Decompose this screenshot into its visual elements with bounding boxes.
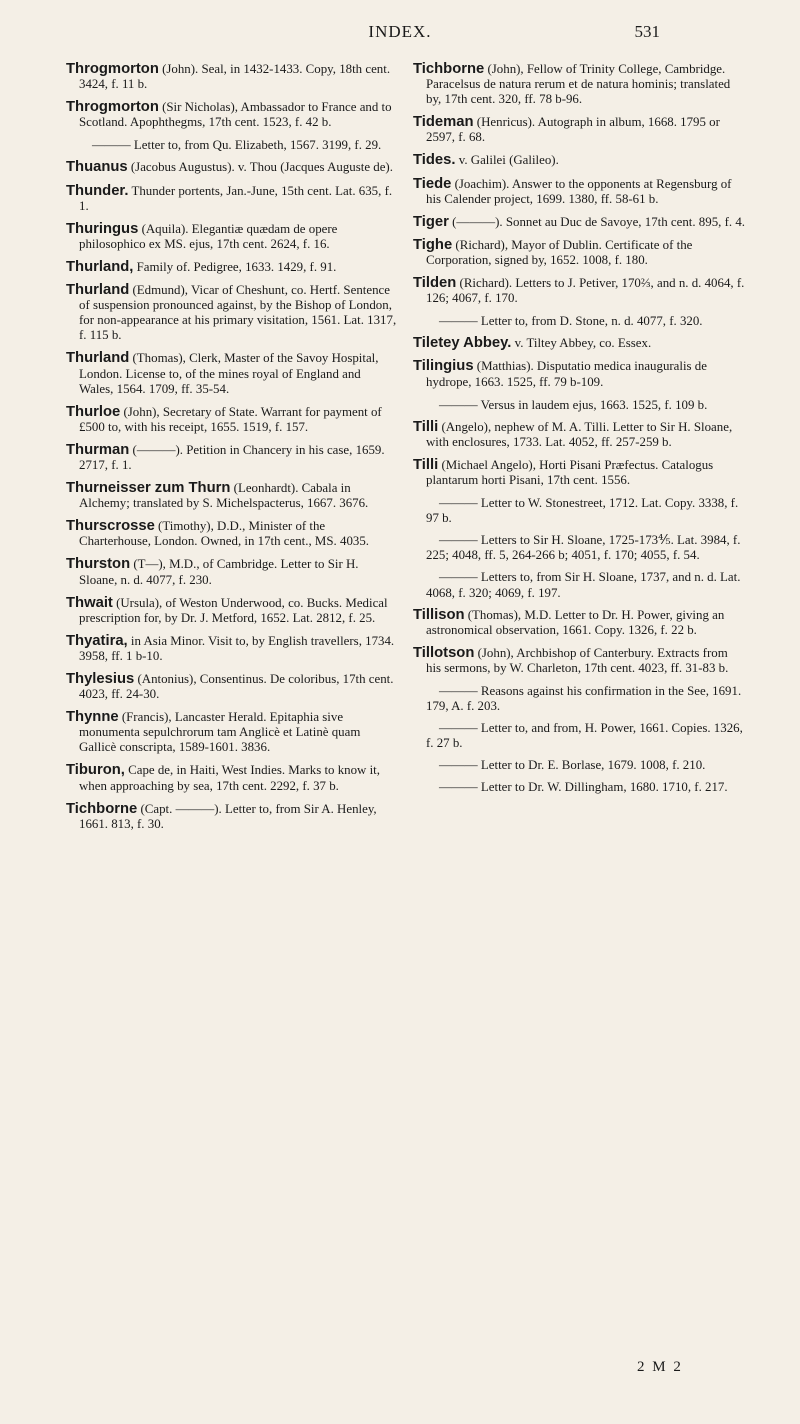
entry-headword: Tiburon, bbox=[66, 762, 125, 779]
index-entry bbox=[413, 215, 745, 230]
entry-headword: Thynne bbox=[66, 709, 119, 726]
entry-text: (Joachim). Answer to the opponents at Regensburg of his Calender project, 1699. 1380, ff. 58-61 b. bbox=[426, 176, 732, 206]
index-subentry bbox=[413, 314, 745, 329]
entry-headword: Thuringus bbox=[66, 220, 139, 237]
index-entry bbox=[413, 458, 745, 488]
index-subentry bbox=[413, 758, 745, 773]
entry-text: (Matthias). Disputatio medica inauguralis de hydrope, 1663. 1525, ff. 79 b-109. bbox=[426, 359, 707, 389]
entry-text: v. Tiltey Abbey, co. Essex. bbox=[511, 336, 652, 351]
entry-text: (Capt. ———). Letter to, from Sir A. Henley, 1661. 813, f. 30. bbox=[79, 801, 377, 831]
entry-text: (Thomas), Clerk, Master of the Savoy Hospital, London. License to, of the mines royal of England and Wales, 1564. 1709, ff. 35-54. bbox=[79, 351, 379, 396]
index-entry bbox=[66, 62, 398, 92]
right-column bbox=[413, 62, 745, 803]
page-header bbox=[0, 22, 800, 46]
index-entry bbox=[413, 336, 745, 351]
entry-text: ——— Letter to W. Stonestreet, 1712. Lat. Copy. 3338, f. 97 b. bbox=[426, 496, 739, 526]
entry-headword: Tilli bbox=[413, 418, 439, 435]
index-entry bbox=[66, 596, 398, 626]
index-entry bbox=[66, 557, 398, 587]
entry-text: (Henricus). Autograph in album, 1668. 1795 or 2597, f. 68. bbox=[426, 115, 720, 145]
entry-text: ——— Letter to Dr. W. Dillingham, 1680. 1710, f. 217. bbox=[439, 780, 728, 795]
entry-text: (John), Fellow of Trinity College, Cambridge. Paracelsus de natura rerum et de natura hominis; translated by, 17th cent. 320, ff. 78 b-96. bbox=[426, 62, 731, 107]
entry-text: ——— Reasons against his confirmation in the See, 1691. 179, A. f. 203. bbox=[426, 684, 742, 714]
index-subentry bbox=[413, 721, 745, 751]
entry-text: (Angelo), nephew of M. A. Tilli. Letter to Sir H. Sloane, with enclosures, 1733. Lat. 4052, ff. 257-259 b. bbox=[426, 419, 733, 449]
entry-text: (Michael Angelo), Horti Pisani Præfectus. Catalogus plantarum horti Pisani, 17th cent. 1556. bbox=[426, 457, 714, 487]
entry-text: (Richard), Mayor of Dublin. Certificate of the Corporation, signed by, 1652. 1008, f. 180. bbox=[426, 237, 693, 267]
entry-headword: Tiger bbox=[413, 213, 449, 230]
entry-text: (———). Petition in Chancery in his case, 1659. 2717, f. 1. bbox=[79, 442, 385, 472]
entry-headword: Tideman bbox=[413, 114, 474, 131]
entry-headword: Thurneisser zum Thurn bbox=[66, 480, 231, 497]
index-title: INDEX. bbox=[368, 22, 432, 41]
index-entry bbox=[413, 276, 745, 306]
entry-headword: Thuanus bbox=[66, 159, 128, 176]
index-subentry bbox=[413, 570, 745, 600]
index-entry bbox=[66, 160, 398, 175]
entry-text: Family of. Pedigree, 1633. 1429, f. 91. bbox=[133, 259, 337, 274]
index-subentry bbox=[413, 533, 745, 563]
entry-headword: Tilden bbox=[413, 275, 457, 292]
entry-headword: Throgmorton bbox=[66, 99, 159, 116]
entry-headword: Tiede bbox=[413, 175, 452, 192]
index-entry bbox=[413, 238, 745, 268]
entry-text: ——— Letter to Dr. E. Borlase, 1679. 1008, f. 210. bbox=[439, 758, 706, 773]
index-subentry bbox=[66, 138, 398, 153]
entry-text: ——— Letter to, and from, H. Power, 1661. Copies. 1326, f. 27 b. bbox=[426, 721, 743, 751]
index-entry bbox=[66, 672, 398, 702]
entry-headword: Tichborne bbox=[66, 800, 138, 817]
entry-headword: Thurland bbox=[66, 282, 130, 299]
entry-headword: Thurland bbox=[66, 350, 130, 367]
index-entry bbox=[66, 519, 398, 549]
index-subentry bbox=[413, 496, 745, 526]
entry-text: (John). Seal, in 1432-1433. Copy, 18th cent. 3424, f. 11 b. bbox=[79, 62, 391, 92]
index-entry bbox=[66, 802, 398, 832]
entry-headword: Thurloe bbox=[66, 403, 121, 420]
index-entry bbox=[413, 115, 745, 145]
index-entry bbox=[66, 260, 398, 275]
entry-text: (John), Secretary of State. Warrant for payment of £500 to, with his receipt, 1655. 1519, f. 157. bbox=[79, 404, 382, 434]
entry-text: (Thomas), M.D. Letter to Dr. H. Power, giving an astronomical observation, 1661. Copy. 1326, f. 22 b. bbox=[426, 607, 725, 637]
index-entry bbox=[66, 184, 398, 214]
entry-text: (Jacobus Augustus). v. Thou (Jacques Auguste de). bbox=[127, 160, 393, 175]
entry-headword: Thyatira, bbox=[66, 632, 128, 649]
entry-text: v. Galilei (Galileo). bbox=[455, 153, 559, 168]
entry-text: (Francis), Lancaster Herald. Epitaphia sive monumenta sepulchrorum tam Anglicè et Latinè quam Gallicè conscripta, 1589-1601. 3836. bbox=[79, 710, 361, 755]
entry-headword: Thurston bbox=[66, 556, 131, 573]
entry-headword: Tichborne bbox=[413, 61, 485, 77]
entry-text: (Sir Nicholas), Ambassador to France and to Scotland. Apophthegms, 17th cent. 1523, f. 42 b. bbox=[79, 100, 392, 130]
entry-text: ——— Letters to, from Sir H. Sloane, 1737, and n. d. Lat. 4068, f. 320; 4069, f. 197. bbox=[426, 570, 741, 600]
index-entry bbox=[66, 351, 398, 396]
index-entry bbox=[66, 100, 398, 130]
entry-text: (Timothy), D.D., Minister of the Charterhouse, London. Owned, in 17th cent., MS. 4035. bbox=[79, 519, 370, 549]
entry-headword: Thurland, bbox=[66, 258, 134, 275]
entry-headword: Thunder. bbox=[66, 182, 129, 199]
entry-text: ——— Letter to, from D. Stone, n. d. 4077, f. 320. bbox=[439, 314, 703, 329]
index-entry bbox=[413, 420, 745, 450]
entry-headword: Tighe bbox=[413, 236, 453, 253]
entry-text: Thunder portents, Jan.-June, 15th cent. Lat. 635, f. 1. bbox=[79, 183, 393, 213]
index-subentry bbox=[413, 398, 745, 413]
index-entry bbox=[66, 222, 398, 252]
entry-headword: Tilli bbox=[413, 456, 439, 473]
index-subentry bbox=[413, 684, 745, 714]
entry-text: in Asia Minor. Visit to, by English travellers, 1734. 3958, ff. 1 b-10. bbox=[79, 633, 395, 663]
entry-text: ——— Letter to, from Qu. Elizabeth, 1567. 3199, f. 29. bbox=[92, 138, 382, 153]
index-entry bbox=[66, 481, 398, 511]
entry-headword: Tiletey Abbey. bbox=[413, 335, 512, 352]
entry-headword: Tides. bbox=[413, 152, 456, 169]
index-subentry bbox=[413, 780, 745, 795]
entry-text: ——— Versus in laudem ejus, 1663. 1525, f. 109 b. bbox=[439, 397, 708, 412]
page-number: 531 bbox=[634, 22, 660, 41]
entry-headword: Throgmorton bbox=[66, 61, 159, 77]
index-entry bbox=[66, 710, 398, 755]
entry-text: (T—), M.D., of Cambridge. Letter to Sir H. Sloane, n. d. 4077, f. 230. bbox=[79, 557, 359, 587]
entry-text: (Richard). Letters to J. Petiver, 170⅔, and n. d. 4064, f. 126; 4067, f. 170. bbox=[426, 276, 745, 306]
entry-headword: Thwait bbox=[66, 594, 113, 611]
index-entry bbox=[413, 62, 745, 107]
entry-headword: Tilingius bbox=[413, 358, 474, 375]
entry-text: (Ursula), of Weston Underwood, co. Bucks. Medical prescription for, by Dr. J. Metford, 1652. Lat. 2812, f. 25. bbox=[79, 595, 388, 625]
index-entry bbox=[66, 283, 398, 343]
left-column bbox=[66, 62, 398, 840]
entry-headword: Thylesius bbox=[66, 671, 135, 687]
index-entry bbox=[66, 443, 398, 473]
index-entry bbox=[413, 359, 745, 389]
index-entry bbox=[66, 634, 398, 664]
entry-text: (Aquila). Elegantiæ quædam de opere philosophico ex MS. ejus, 17th cent. 2624, f. 16. bbox=[79, 221, 338, 251]
entry-text: (———). Sonnet au Duc de Savoye, 17th cent. 895, f. 4. bbox=[448, 214, 745, 229]
entry-text: ——— Letters to Sir H. Sloane, 1725-173⅘. Lat. 3984, f. 225; 4048, ff. 5, 264-266 b; 4051, f. 170; 4055, f. 54. bbox=[426, 533, 741, 563]
entry-text: (Antonius), Consentinus. De coloribus, 17th cent. 4023, ff. 24-30. bbox=[79, 672, 394, 702]
entry-headword: Thurman bbox=[66, 441, 130, 458]
index-entry bbox=[413, 646, 745, 676]
entry-headword: Tillotson bbox=[413, 644, 475, 661]
entry-text: (John), Archbishop of Canterbury. Extracts from his sermons, by W. Charleton, 17th cent. 4023, ff. 31-83 b. bbox=[426, 645, 729, 675]
index-entry bbox=[66, 763, 398, 793]
signature-mark: 2 M 2 bbox=[637, 1359, 683, 1375]
index-entry bbox=[413, 608, 745, 638]
entry-headword: Tillison bbox=[413, 606, 465, 623]
entry-text: (Leonhardt). Cabala in Alchemy; translated by S. Michelspacterus, 1667. 3676. bbox=[79, 481, 369, 511]
entry-headword: Thurscrosse bbox=[66, 518, 155, 535]
index-entry bbox=[66, 405, 398, 435]
index-entry bbox=[413, 177, 745, 207]
entry-text: Cape de, in Haiti, West Indies. Marks to know it, when approaching by sea, 17th cent. 2292, f. 37 b. bbox=[79, 763, 380, 793]
index-entry bbox=[413, 153, 745, 168]
entry-text: (Edmund), Vicar of Cheshunt, co. Hertf. Sentence of suspension pronounced against, by the Bishop of London, for non-appearance at his primary visitation, 1561. Lat. 1317, f. 115 b. bbox=[79, 283, 397, 343]
